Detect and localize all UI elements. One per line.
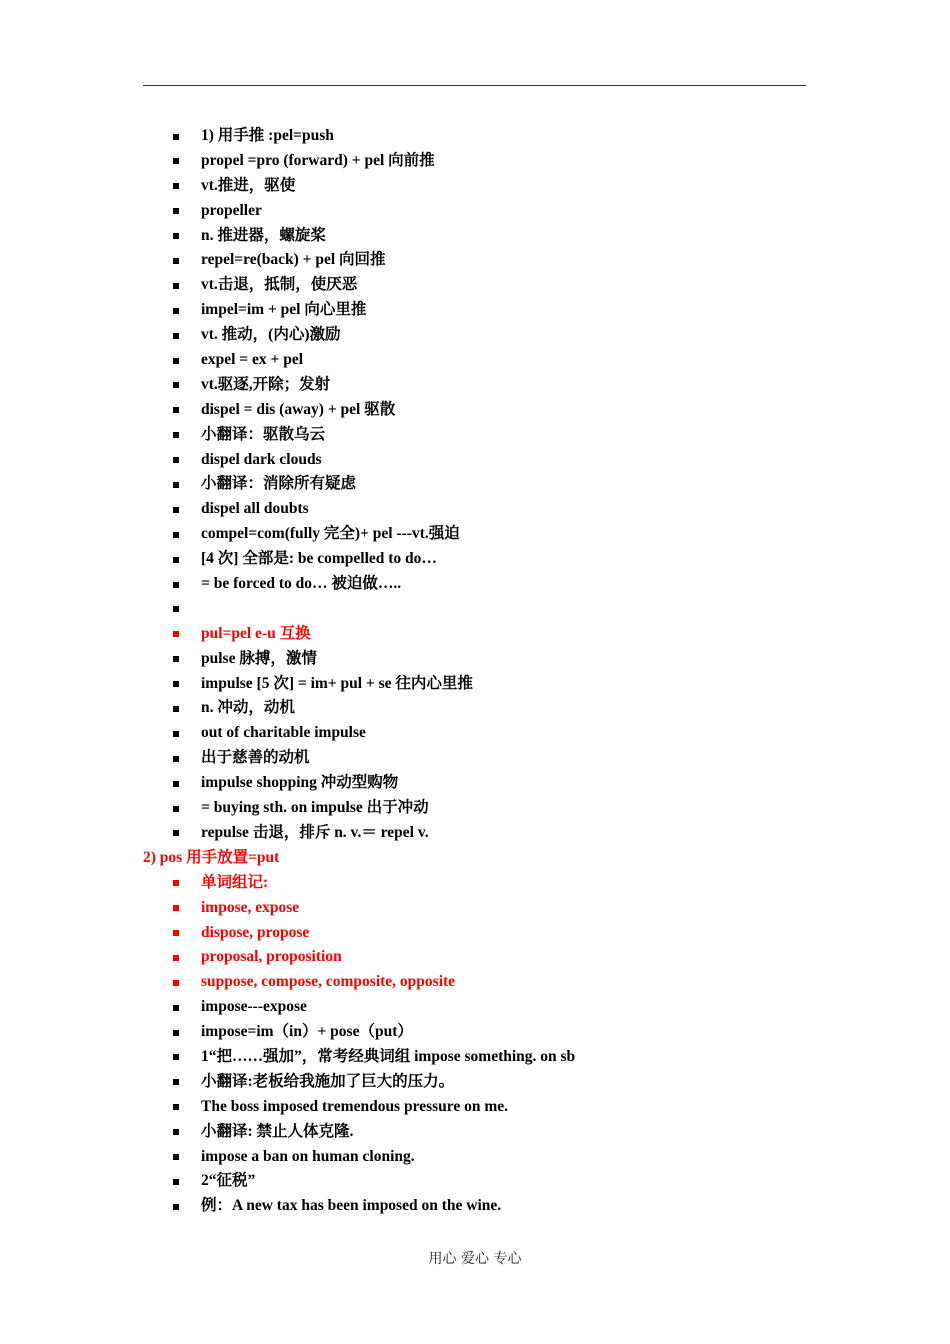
header-rule — [143, 85, 806, 86]
square-bullet-icon — [173, 806, 179, 812]
square-bullet-icon — [173, 158, 179, 164]
list-item-text: vt.击退，抵制，使厌恶 — [201, 276, 358, 294]
list-item-text: impulse shopping 冲动型购物 — [201, 774, 399, 792]
list-item-text: impose, expose — [201, 898, 300, 916]
square-bullet-icon — [173, 706, 179, 712]
list-item-text: pulse 脉搏，激情 — [201, 649, 317, 667]
list-item — [0, 1169, 950, 1194]
list-item — [0, 273, 950, 298]
list-item-text: 小翻译：驱散乌云 — [201, 425, 326, 443]
list-item — [0, 174, 950, 199]
square-bullet-icon — [173, 1104, 179, 1110]
list-item-text: expel = ex + pel — [201, 351, 304, 369]
list-item-text: compel=com(fully 完全)+ pel ---vt.强迫 — [201, 525, 460, 543]
square-bullet-icon — [173, 631, 179, 637]
list-item — [0, 746, 950, 771]
list-item-text: 1) 用手推 :pel=push — [201, 127, 334, 144]
list-item-text: propeller — [201, 201, 262, 219]
list-item — [0, 1095, 950, 1120]
square-bullet-icon — [173, 382, 179, 388]
list-item-text: repel=re(back) + pel 向回推 — [201, 251, 386, 269]
list-item — [0, 771, 950, 796]
list-item-text: 小翻译: 禁止人体克隆. — [201, 1122, 354, 1140]
square-bullet-icon — [173, 308, 179, 314]
square-bullet-icon — [173, 830, 179, 836]
list-item-text: impose---expose — [201, 998, 307, 1016]
square-bullet-icon — [173, 407, 179, 413]
list-item — [0, 896, 950, 921]
list-item — [0, 224, 950, 249]
list-item — [0, 497, 950, 522]
square-bullet-icon — [173, 134, 179, 140]
list-item — [0, 1145, 950, 1170]
list-item-text: impulse [5 次] = im+ pul + se 往内心里推 — [201, 674, 473, 692]
square-bullet-icon — [173, 656, 179, 662]
list-item-text: [4 次] 全部是: be compelled to do… — [201, 550, 437, 568]
list-item-text: 例：A new tax has been imposed on the wine. — [201, 1197, 502, 1215]
square-bullet-icon — [173, 681, 179, 687]
list-item — [0, 1070, 950, 1095]
square-bullet-icon — [173, 582, 179, 588]
square-bullet-icon — [173, 183, 179, 189]
list-item — [0, 398, 950, 423]
list-item — [0, 871, 950, 896]
list-item — [0, 721, 950, 746]
list-item-text: The boss imposed tremendous pressure on me. — [201, 1097, 509, 1115]
square-bullet-icon — [173, 557, 179, 563]
list-item — [0, 448, 950, 473]
square-bullet-icon — [173, 1079, 179, 1085]
list-item-text: 1“把……强加”，常考经典词组 impose something. on sb — [201, 1047, 576, 1065]
square-bullet-icon — [173, 208, 179, 214]
square-bullet-icon — [173, 1154, 179, 1160]
list-item — [0, 995, 950, 1020]
list-item-text: 单词组记: — [201, 873, 269, 891]
square-bullet-icon — [173, 980, 179, 986]
list-item-text: proposal, proposition — [201, 948, 342, 966]
square-bullet-icon — [173, 507, 179, 513]
square-bullet-icon — [173, 1054, 179, 1060]
list-item-text: 2“征税” — [201, 1172, 256, 1190]
list-item — [0, 970, 950, 995]
list-item — [0, 124, 950, 149]
list-item — [0, 796, 950, 821]
list-item — [0, 622, 950, 647]
square-bullet-icon — [173, 606, 179, 612]
list-item-text: impose=im（in）+ pose（put） — [201, 1023, 413, 1041]
list-item — [0, 373, 950, 398]
list-item-text: n. 冲动，动机 — [201, 699, 295, 717]
square-bullet-icon — [173, 233, 179, 239]
square-bullet-icon — [173, 432, 179, 438]
list-item — [0, 423, 950, 448]
list-item-text: = buying sth. on impulse 出于冲动 — [201, 799, 429, 817]
square-bullet-icon — [173, 1204, 179, 1210]
square-bullet-icon — [173, 333, 179, 339]
list-item-text: impose a ban on human cloning. — [201, 1147, 415, 1165]
list-item — [0, 248, 950, 273]
list-item-text: dispel dark clouds — [201, 450, 322, 468]
list-item-text: suppose, compose, composite, opposite — [201, 973, 456, 991]
list-item — [0, 199, 950, 224]
pel-word-list — [0, 124, 950, 846]
list-item — [0, 472, 950, 497]
square-bullet-icon — [173, 258, 179, 264]
list-item — [0, 696, 950, 721]
square-bullet-icon — [173, 482, 179, 488]
list-item-text: out of charitable impulse — [201, 724, 366, 742]
list-item — [0, 1194, 950, 1219]
square-bullet-icon — [173, 781, 179, 787]
pos-word-list — [0, 871, 950, 1219]
list-item-text: vt.推进，驱使 — [201, 176, 296, 194]
list-item — [0, 597, 950, 622]
square-bullet-icon — [173, 731, 179, 737]
list-item-text: 小翻译:老板给我施加了巨大的压力。 — [201, 1072, 455, 1090]
square-bullet-icon — [173, 358, 179, 364]
document-body — [0, 124, 950, 1219]
square-bullet-icon — [173, 457, 179, 463]
list-item — [0, 547, 950, 572]
square-bullet-icon — [173, 955, 179, 961]
square-bullet-icon — [173, 905, 179, 911]
list-item-text: 小翻译：消除所有疑虑 — [201, 475, 357, 493]
list-item — [0, 348, 950, 373]
square-bullet-icon — [173, 930, 179, 936]
section-heading-pos — [0, 846, 950, 871]
list-item-text: vt.驱逐,开除；发射 — [201, 375, 331, 393]
square-bullet-icon — [173, 1129, 179, 1135]
list-item — [0, 1120, 950, 1145]
square-bullet-icon — [173, 880, 179, 886]
list-item — [0, 672, 950, 697]
list-item — [0, 647, 950, 672]
list-item — [0, 323, 950, 348]
list-item-text: 出于慈善的动机 — [201, 749, 310, 767]
page-footer: 用心 爱心 专心 — [428, 1251, 522, 1267]
square-bullet-icon — [173, 1030, 179, 1036]
list-item — [0, 298, 950, 323]
list-item — [0, 572, 950, 597]
list-item — [0, 522, 950, 547]
list-item-text: n. 推进器，螺旋桨 — [201, 226, 326, 244]
list-item-text: = be forced to do… 被迫做….. — [201, 575, 402, 593]
square-bullet-icon — [173, 532, 179, 538]
square-bullet-icon — [173, 283, 179, 289]
section-heading-text: 2) pos 用手放置=put — [143, 848, 280, 866]
square-bullet-icon — [173, 756, 179, 762]
list-item-text: dispel = dis (away) + pel 驱散 — [201, 400, 396, 418]
square-bullet-icon — [173, 1005, 179, 1011]
list-item — [0, 821, 950, 846]
list-item — [0, 1045, 950, 1070]
list-item-text: vt. 推动，(内心)激励 — [201, 326, 341, 344]
list-item — [0, 149, 950, 174]
list-item-text: propel =pro (forward) + pel 向前推 — [201, 151, 435, 169]
list-item — [0, 945, 950, 970]
list-item-text: dispel all doubts — [201, 500, 309, 518]
list-item-text: impel=im + pel 向心里推 — [201, 301, 367, 319]
list-item — [0, 1020, 950, 1045]
list-item-text: dispose, propose — [201, 923, 310, 941]
list-item — [0, 921, 950, 946]
list-item-text: pul=pel e-u 互换 — [201, 624, 311, 642]
square-bullet-icon — [173, 1179, 179, 1185]
list-item-text: repulse 击退，排斥 n. v.＝ repel v. — [201, 823, 429, 841]
